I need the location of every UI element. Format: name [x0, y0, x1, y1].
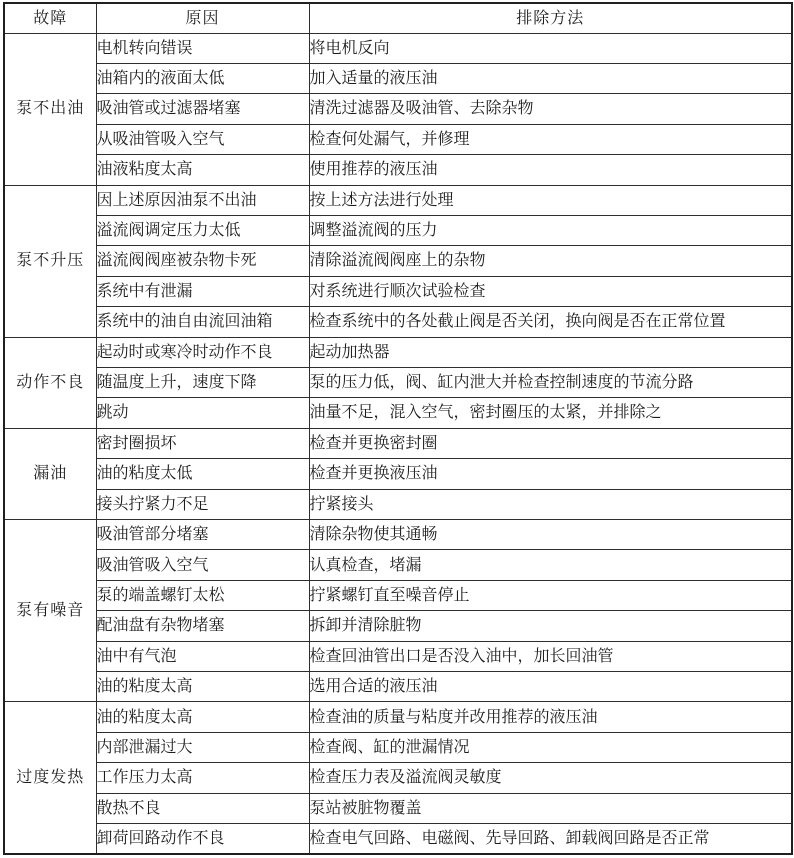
- remedy-cell: 拧紧螺钉直至噪音停止: [309, 580, 792, 610]
- remedy-cell: 清除杂物使其通畅: [309, 520, 792, 550]
- fault-group-pump-noise: 泵有噪音: [4, 520, 96, 702]
- fault-troubleshooting-table: [3, 2, 793, 855]
- cause-cell: 油中有气泡: [96, 641, 309, 671]
- remedy-cell: 使用推荐的液压油: [309, 155, 792, 185]
- remedy-cell: 油量不足，混入空气，密封圈压的太紧，并排除之: [309, 398, 792, 428]
- remedy-cell: 泵的压力低，阀、缸内泄大并检查控制速度的节流分路: [309, 367, 792, 397]
- table-row: [4, 367, 792, 397]
- table-row: [4, 489, 792, 519]
- cause-cell: 溢流阀调定压力太低: [96, 215, 309, 245]
- header-remedy: 排除方法: [309, 3, 792, 33]
- cause-cell: 卸荷回路动作不良: [96, 824, 309, 854]
- fault-group-pump-no-oil: 泵不出油: [4, 33, 96, 185]
- cause-cell: 跳动: [96, 398, 309, 428]
- table-row: [4, 276, 792, 306]
- remedy-cell: 将电机反向: [309, 33, 792, 63]
- fault-group-overheating: 过度发热: [4, 702, 96, 854]
- remedy-cell: 检查何处漏气，并修理: [309, 124, 792, 154]
- fault-group-pump-no-pressure: 泵不升压: [4, 185, 96, 337]
- remedy-cell: 调整溢流阀的压力: [309, 215, 792, 245]
- remedy-cell: 选用合适的液压油: [309, 672, 792, 702]
- header-fault: 故障: [4, 3, 96, 33]
- table-row: [4, 63, 792, 93]
- table-row: [4, 611, 792, 641]
- remedy-cell: 拆卸并清除脏物: [309, 611, 792, 641]
- cause-cell: 从吸油管吸入空气: [96, 124, 309, 154]
- fault-group-oil-leak: 漏油: [4, 428, 96, 519]
- remedy-cell: 清洗过滤器及吸油管、去除杂物: [309, 94, 792, 124]
- remedy-cell: 检查系统中的各处截止阀是否关闭，换向阀是否在正常位置: [309, 307, 792, 337]
- table-row: [4, 215, 792, 245]
- remedy-cell: 检查油的质量与粘度并改用推荐的液压油: [309, 702, 792, 732]
- table-row: [4, 793, 792, 823]
- cause-cell: 接头拧紧力不足: [96, 489, 309, 519]
- fault-group-poor-action: 动作不良: [4, 337, 96, 428]
- table-row: [4, 337, 792, 367]
- table-row: [4, 550, 792, 580]
- remedy-cell: 清除溢流阀阀座上的杂物: [309, 246, 792, 276]
- remedy-cell: 检查压力表及溢流阀灵敏度: [309, 763, 792, 793]
- header-cause: 原因: [96, 3, 309, 33]
- cause-cell: 系统中的油自由流回油箱: [96, 307, 309, 337]
- table-row: [4, 459, 792, 489]
- table-row: [4, 94, 792, 124]
- cause-cell: 内部泄漏过大: [96, 732, 309, 762]
- remedy-cell: 检查并更换密封圈: [309, 428, 792, 458]
- table-row: [4, 732, 792, 762]
- table-row: [4, 824, 792, 854]
- cause-cell: 油液粘度太高: [96, 155, 309, 185]
- cause-cell: 溢流阀阀座被杂物卡死: [96, 246, 309, 276]
- cause-cell: 起动时或寒冷时动作不良: [96, 337, 309, 367]
- remedy-cell: 认真检查，堵漏: [309, 550, 792, 580]
- cause-cell: 吸油管部分堵塞: [96, 520, 309, 550]
- cause-cell: 油的粘度太高: [96, 672, 309, 702]
- table-row: [4, 185, 792, 215]
- table-row: [4, 246, 792, 276]
- remedy-cell: 起动加热器: [309, 337, 792, 367]
- table-row: [4, 580, 792, 610]
- cause-cell: 系统中有泄漏: [96, 276, 309, 306]
- table-row: [4, 763, 792, 793]
- table-row: [4, 702, 792, 732]
- header-row: [4, 3, 792, 33]
- remedy-cell: 加入适量的液压油: [309, 63, 792, 93]
- table-row: [4, 428, 792, 458]
- table-row: [4, 520, 792, 550]
- table-row: [4, 641, 792, 671]
- table-row: [4, 33, 792, 63]
- cause-cell: 吸油管或过滤器堵塞: [96, 94, 309, 124]
- remedy-cell: 按上述方法进行处理: [309, 185, 792, 215]
- cause-cell: 随温度上升，速度下降: [96, 367, 309, 397]
- table-row: [4, 398, 792, 428]
- cause-cell: 油的粘度太高: [96, 702, 309, 732]
- cause-cell: 泵的端盖螺钉太松: [96, 580, 309, 610]
- remedy-cell: 对系统进行顺次试验检查: [309, 276, 792, 306]
- cause-cell: 油箱内的液面太低: [96, 63, 309, 93]
- remedy-cell: 拧紧接头: [309, 489, 792, 519]
- cause-cell: 油的粘度太低: [96, 459, 309, 489]
- table-row: [4, 672, 792, 702]
- cause-cell: 电机转向错误: [96, 33, 309, 63]
- remedy-cell: 检查阀、缸的泄漏情况: [309, 732, 792, 762]
- remedy-cell: 检查电气回路、电磁阀、先导回路、卸载阀回路是否正常: [309, 824, 792, 854]
- cause-cell: 密封圈损坏: [96, 428, 309, 458]
- cause-cell: 因上述原因油泵不出油: [96, 185, 309, 215]
- table-row: [4, 307, 792, 337]
- cause-cell: 吸油管吸入空气: [96, 550, 309, 580]
- remedy-cell: 检查并更换液压油: [309, 459, 792, 489]
- cause-cell: 工作压力太高: [96, 763, 309, 793]
- cause-cell: 散热不良: [96, 793, 309, 823]
- remedy-cell: 泵站被脏物覆盖: [309, 793, 792, 823]
- remedy-cell: 检查回油管出口是否没入油中，加长回油管: [309, 641, 792, 671]
- table-row: [4, 124, 792, 154]
- table-row: [4, 155, 792, 185]
- cause-cell: 配油盘有杂物堵塞: [96, 611, 309, 641]
